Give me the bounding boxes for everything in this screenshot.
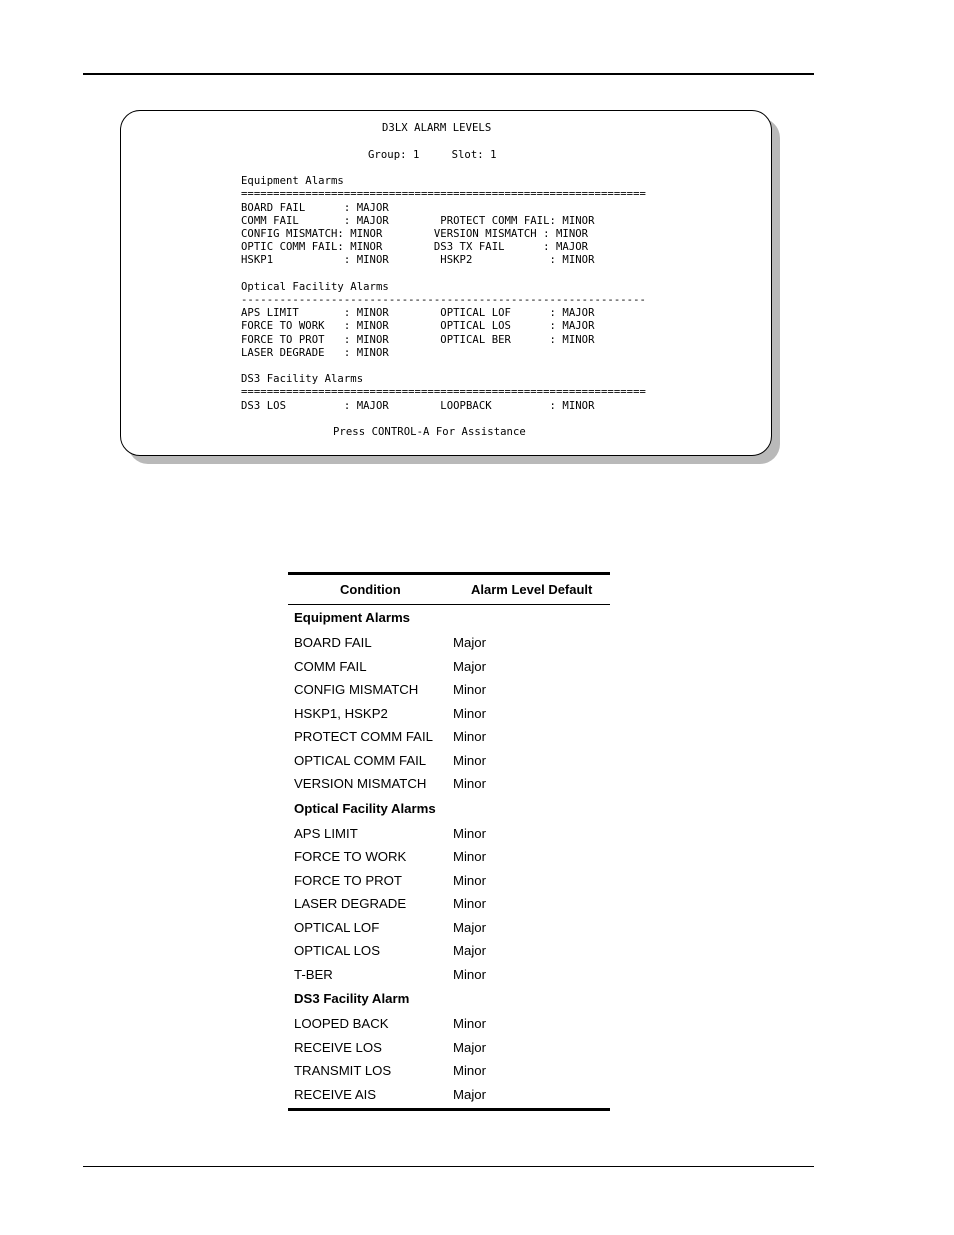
terminal-line: HSKP1 : MINOR HSKP2 : MINOR (241, 254, 595, 266)
alarm-defaults-table (288, 572, 610, 1111)
alarm-level-cell: Minor (453, 729, 486, 744)
terminal-line: FORCE TO PROT : MINOR OPTICAL BER : MINOR (241, 334, 595, 346)
table-row (288, 916, 610, 940)
condition-cell: CONFIG MISMATCH (294, 682, 419, 697)
alarm-level-cell: Minor (453, 776, 486, 791)
section-title: DS3 Facility Alarm (294, 991, 410, 1006)
alarm-level-cell: Minor (453, 705, 486, 721)
condition-cell: BOARD FAIL (294, 635, 372, 650)
terminal-line: APS LIMIT : MINOR OPTICAL LOF : MAJOR (241, 307, 595, 319)
condition-cell: HSKP1, HSKP2 (294, 705, 388, 721)
table-header (288, 575, 610, 605)
condition-cell: TRANSMIT LOS (294, 1063, 392, 1078)
condition-cell: OPTICAL COMM FAIL (294, 752, 427, 768)
table-row (288, 939, 610, 963)
alarm-level-cell: Major (453, 919, 486, 935)
alarm-level-cell: Major (453, 1086, 486, 1102)
group-slot-line: Group: 1 Slot: 1 (368, 149, 497, 161)
table-row (288, 1083, 610, 1107)
table-row (288, 892, 610, 916)
section-heading (288, 986, 610, 1012)
alarm-level-cell: Minor (453, 1063, 486, 1078)
condition-cell: OPTICAL LOS (294, 943, 380, 958)
table-row (288, 869, 610, 893)
alarm-level-cell: Major (453, 635, 486, 650)
terminal-line: FORCE TO WORK : MINOR OPTICAL LOS : MAJOR (241, 320, 595, 332)
alarm-level-cell: Minor (453, 896, 486, 911)
terminal-line: LASER DEGRADE : MINOR (241, 347, 389, 359)
table-row (288, 749, 610, 773)
terminal-line: OPTIC COMM FAIL: MINOR DS3 TX FAIL : MAJOR (241, 241, 589, 253)
condition-cell: LASER DEGRADE (294, 896, 407, 911)
table-bottom-rule (288, 1108, 610, 1111)
ds3-rule: =============================================================== (241, 386, 646, 398)
alarm-level-cell: Minor (453, 752, 486, 768)
condition-cell: VERSION MISMATCH (294, 776, 427, 791)
table-row (288, 725, 610, 749)
terminal-line: DS3 LOS : MAJOR LOOPBACK : MINOR (241, 400, 595, 412)
alarm-level-cell: Minor (453, 825, 486, 841)
section-heading (288, 605, 610, 631)
equipment-rule: =============================================================== (241, 188, 646, 200)
condition-cell: APS LIMIT (294, 825, 358, 841)
alarm-level-cell: Minor (453, 872, 486, 888)
alarm-level-cell: Major (453, 658, 486, 674)
terminal-line: COMM FAIL : MAJOR PROTECT COMM FAIL: MINOR (241, 215, 595, 227)
section-heading (288, 796, 610, 822)
alarm-level-cell: Minor (453, 1016, 486, 1031)
screen-title: D3LX ALARM LEVELS (382, 122, 492, 134)
table-row (288, 772, 610, 796)
table-row (288, 1036, 610, 1060)
table-row (288, 1012, 610, 1036)
alarm-level-cell: Major (453, 1039, 486, 1055)
table-row (288, 678, 610, 702)
header-rule (83, 73, 814, 75)
condition-cell: OPTICAL LOF (294, 919, 380, 935)
table-row (288, 845, 610, 869)
terminal-line: CONFIG MISMATCH: MINOR VERSION MISMATCH : MINOR (241, 228, 589, 240)
section-title: Optical Facility Alarms (294, 800, 436, 816)
alarm-level-cell: Minor (453, 682, 486, 697)
section-title: Equipment Alarms (294, 610, 411, 625)
optical-alarms-heading: Optical Facility Alarms (241, 281, 389, 293)
terminal-line: BOARD FAIL : MAJOR (241, 202, 389, 214)
condition-cell: PROTECT COMM FAIL (294, 729, 433, 744)
table-row (288, 1059, 610, 1083)
table-row (288, 702, 610, 726)
assistance-prompt: Press CONTROL-A For Assistance (333, 426, 526, 438)
condition-cell: RECEIVE AIS (294, 1086, 377, 1102)
table-row (288, 963, 610, 987)
alarm-level-cell: Minor (453, 849, 486, 864)
condition-cell: LOOPED BACK (294, 1016, 389, 1031)
condition-cell: T-BER (294, 966, 333, 982)
default-column-header: Alarm Level Default (471, 582, 593, 597)
condition-cell: FORCE TO WORK (294, 849, 407, 864)
condition-column-header: Condition (340, 582, 401, 597)
table-row (288, 822, 610, 846)
table-row (288, 631, 610, 655)
condition-cell: COMM FAIL (294, 658, 367, 674)
optical-rule: --------------------------------------------------------------- (241, 294, 646, 306)
condition-cell: RECEIVE LOS (294, 1039, 382, 1055)
table-body (288, 605, 610, 1106)
table-row (288, 655, 610, 679)
alarm-level-cell: Major (453, 943, 486, 958)
equipment-alarms-heading: Equipment Alarms (241, 175, 344, 187)
alarm-level-cell: Minor (453, 966, 486, 982)
ds3-alarms-heading: DS3 Facility Alarms (241, 373, 364, 385)
condition-cell: FORCE TO PROT (294, 872, 402, 888)
footer-rule (83, 1166, 814, 1167)
